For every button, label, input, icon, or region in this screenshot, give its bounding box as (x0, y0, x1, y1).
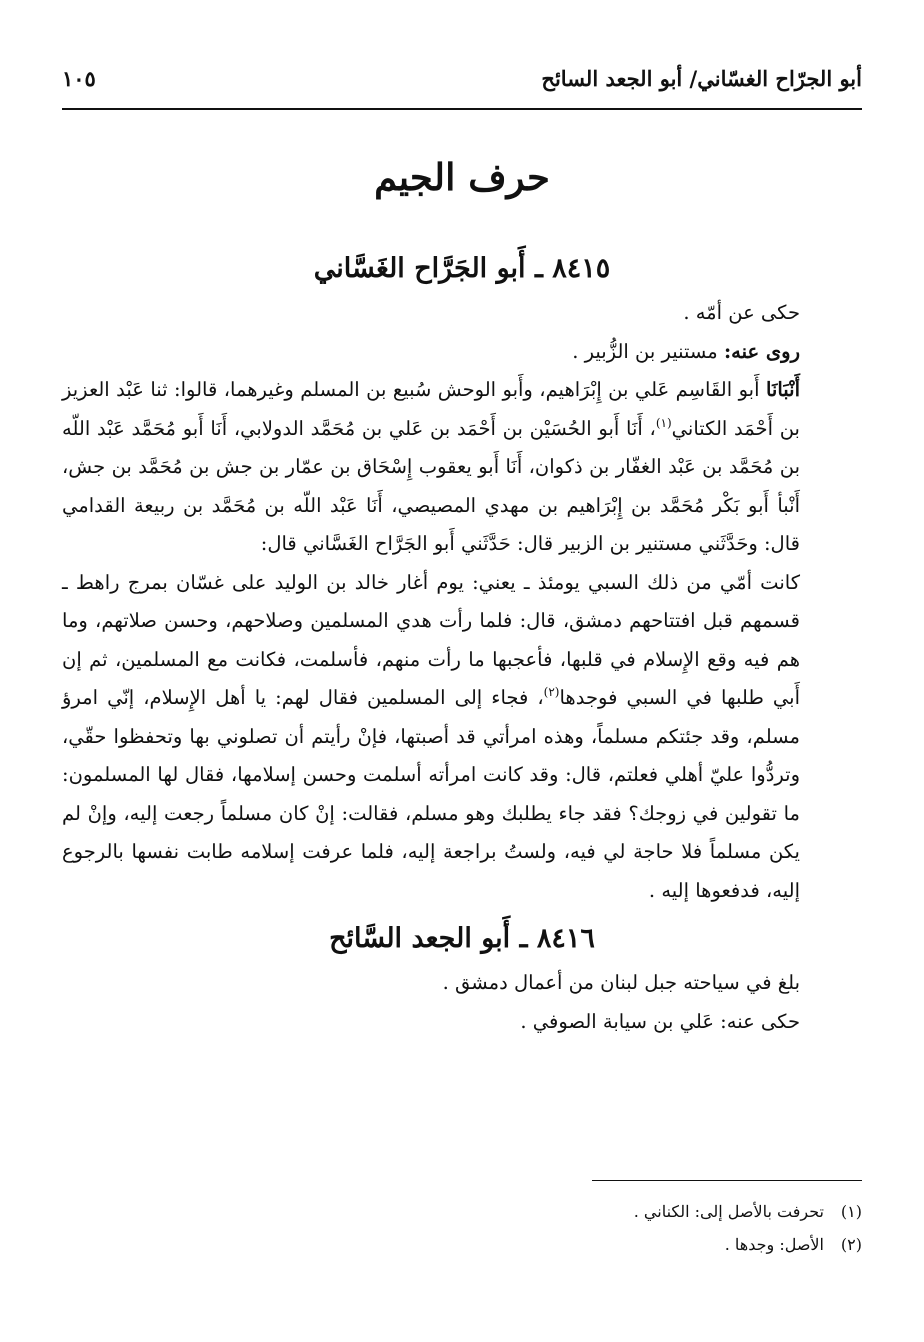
entry-heading-8415: ٨٤١٥ ـ أَبو الجَرَّاح الغَسَّاني (313, 253, 611, 284)
page-body (62, 148, 862, 1041)
narrator-text: مستنير بن الزُّبير . (572, 339, 724, 363)
isnad-part2: ، أَنَا أَبو الحُسَيْن بن أَحْمَد بن عَلي بن مُحَمَّد الدولابي، أَنَا أَبو مُحَمَّد عَبْد اللّه بن مُحَمَّد بن عَبْد الغفّار بن ذكوان، أَنَا أَبو يعقوب إِسْحَاق بن عمّار بن جش بن مُحَمَّد بن جش، أَنْبأ أَبو بَكْر مُحَمَّد بن إِبْرَاهيم بن مهدي المصيصي، أَنَا عَبْد اللّه بن مُحَمَّد بن ربيعة القدامي قال: وحَدَّثَني مستنير بن الزبير قال: حَدَّثَني أَبو الجَرَّاح الغَسَّاني قال: (62, 416, 800, 555)
narrator-label: روى عنه: (723, 339, 800, 363)
footnotes (62, 1180, 862, 1261)
footnote-2 (62, 1228, 862, 1261)
page-number: ١٠٥ (62, 66, 96, 91)
entry-8415-story (62, 564, 862, 911)
entry-8415-isnad (62, 371, 862, 564)
story-part1: كانت أمّي من ذلك السبي يومئذ ـ يعني: يوم أغار خالد بن الوليد على غسّان بمرج راهط ـ قسمهم قبل افتتاحهم دمشق، قال: فلما رأت هدي المسلمين وصلاحهم، وحسن صلاتهم، وما هم فيه وقع الإِسلام في قلبها، فأعجبها ما رأت منهم، فأسلمت، فكانت مع المسلمين، ثم إن أَبي طلبها في السبي فوجدها (62, 570, 800, 709)
entry-heading-8416: ٨٤١٦ ـ أَبو الجعد السَّائح (329, 923, 595, 954)
footnote-1-text: تحرفت بالأصل إلى: الكناني . (633, 1202, 824, 1221)
entry-8415-narrator (62, 333, 862, 372)
running-head (62, 64, 862, 100)
story-part2: ، فجاء إلى المسلمين فقال لهم: يا أهل الإِسلام، إنّي امرؤ مسلم، وقد جئتكم مسلماً، وهذه امرأتي قد أصبتها، فإنْ رأيتم أن تصلوني بها وتحفظوا حقّي، وتردُّوا عليّ أهلي فعلتم، قال: وقد كانت امرأته أسلمت وحسن إسلامها، فقال لها المسلمون: ما تقولين في زوجك؟ فقد جاء يطلبك وهو مسلم، فقالت: إنْ كان مسلماً رجعت إليه، وإنْ لم يكن مسلماً فلا حاجة لي فيه، ولستُ براجعة إليه، فلما عرفت إسلامه طابت نفسها بالرجوع إليه، فدفعوها إليه . (62, 686, 800, 902)
footnote-rule (592, 1180, 862, 1181)
isnad-part1: أَبو القَاسِم عَلي بن إِبْرَاهيم، وأَبو الوحش سُبيع بن المسلم وغيرهما، قالوا: ثنا عَبْد العزيز بن أَحْمَد الكتاني (62, 378, 800, 440)
running-head-title: أبو الجرّاح الغسّاني/ أبو الجعد السائح (541, 66, 862, 91)
footnote-2-number: (٢) (840, 1235, 862, 1254)
section-title: حرف الجيم (374, 155, 550, 199)
entry-8416-line1: بلغ في سياحته جبل لبنان من أعمال دمشق . (442, 971, 800, 994)
footnote-1 (62, 1195, 862, 1228)
entry-8415-line1: حكى عن أمّه . (683, 301, 800, 324)
isnad-label: أَنْبَانَا (765, 378, 800, 401)
entry-8416-line2: حكى عنه: عَلي بن سيابة الصوفي . (520, 1009, 800, 1033)
footnote-ref-1: (١) (655, 415, 672, 430)
footnote-2-text: الأصل: وجدها . (724, 1235, 824, 1254)
header-rule (62, 108, 862, 110)
footnote-ref-2: (٢) (543, 685, 560, 699)
footnote-1-number: (١) (840, 1202, 862, 1221)
